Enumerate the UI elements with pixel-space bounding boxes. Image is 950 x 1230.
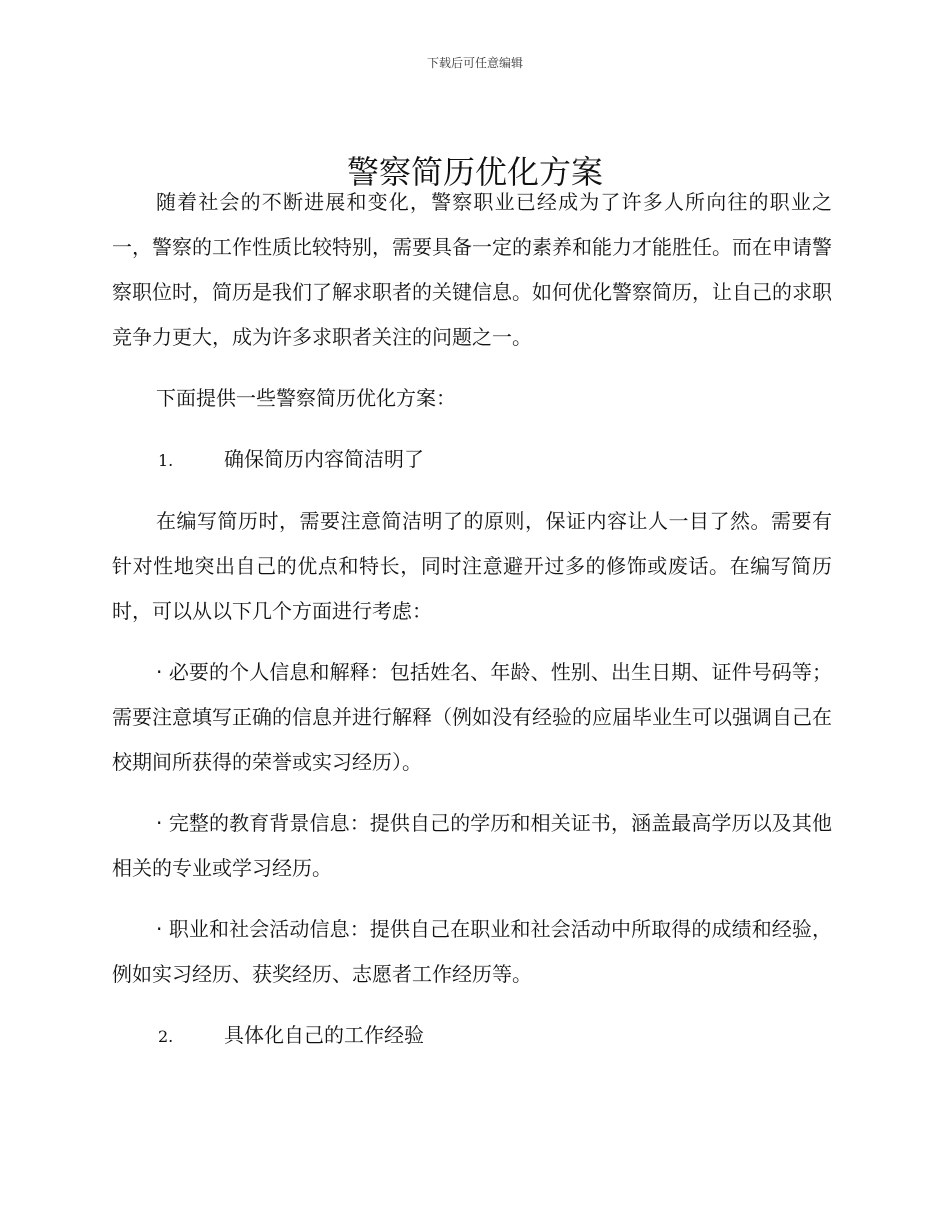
section-2-heading-text: 具体化自己的工作经验 [224,1023,424,1047]
paragraph-gap [112,634,832,650]
paragraph-gap [112,785,832,801]
paragraph-gap [112,997,832,1013]
bullet-career-activities: · 职业和社会活动信息：提供自己在职业和社会活动中所取得的成绩和经验，例如实习经历、获奖经历、志愿者工作经历等。 [112,917,832,986]
paragraph-gap [112,483,832,499]
paragraph-gap [112,360,832,376]
paragraph-gap [112,421,832,437]
lead-paragraph: 下面提供一些警察简历优化方案： [156,386,456,410]
paragraph-gap [112,891,832,907]
section-1-heading [112,437,832,483]
document-title: 警察简历优化方案 [346,153,603,192]
section-1-number: 1. [158,451,174,470]
section-1-heading-text: 确保简历内容简洁明了 [224,447,424,471]
intro-paragraph: 随着社会的不断进展和变化，警察职业已经成为了许多人所向往的职业之一，警察的工作性质比较特别，需要具备一定的素养和能力才能胜任。而在申请警察职位时，简历是我们了解求职者的关键信息。如何优化警察简历，让自己的求职竞争力更大，成为许多求职者关注的问题之一。 [112,190,832,349]
header-note: 下载后可任意编辑 [426,56,523,70]
bullet-personal-info: · 必要的个人信息和解释：包括姓名、年龄、性别、出生日期、证件号码等；需要注意填写正确的信息并进行解释（例如没有经验的应届毕业生可以强调自己在校期间所获得的荣誉或实习经历）。 [112,660,832,774]
section-1-body: 在编写简历时，需要注意简洁明了的原则，保证内容让人一目了然。需要有针对性地突出自己的优点和特长，同时注意避开过多的修饰或废话。在编写简历时，可以从以下几个方面进行考虑： [112,509,832,623]
section-2-heading [112,1013,832,1059]
document-body [112,180,832,1059]
section-2-number: 2. [158,1027,174,1046]
bullet-education: · 完整的教育背景信息：提供自己的学历和相关证书，涵盖最高学历以及其他相关的专业或学习经历。 [112,811,832,880]
